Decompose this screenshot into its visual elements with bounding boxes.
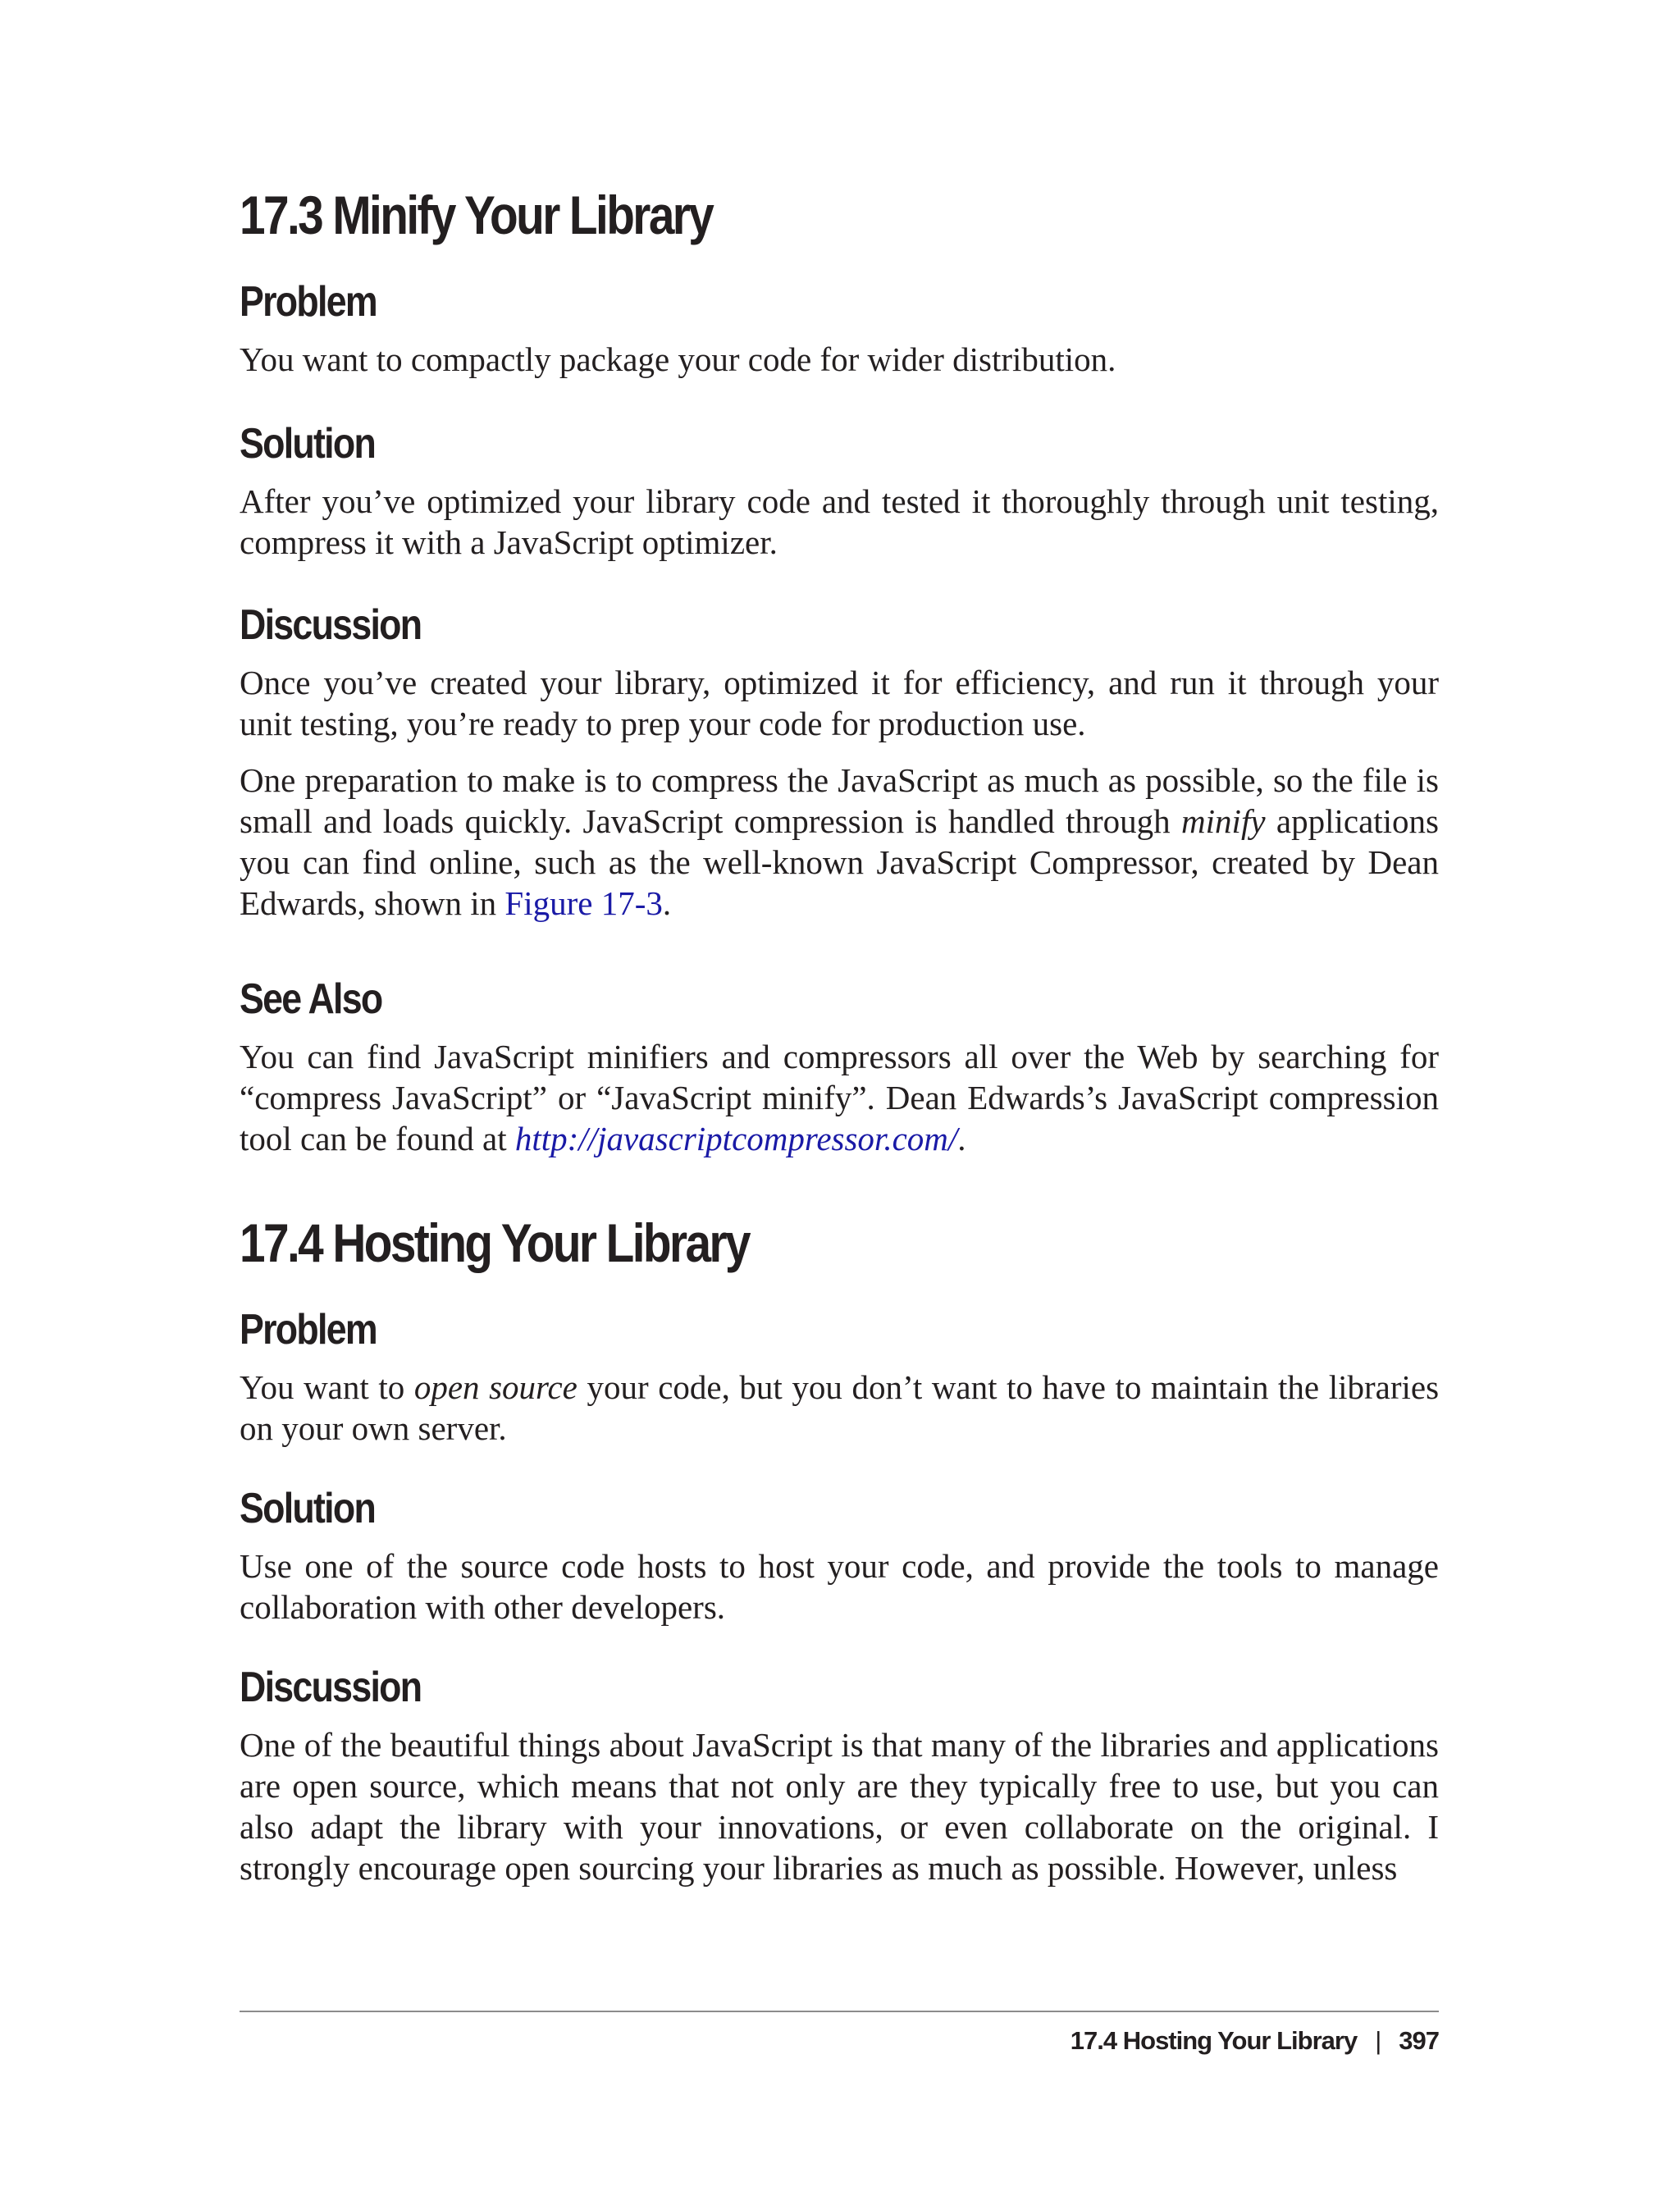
discussion-paragraph bbox=[240, 760, 1439, 924]
text-run: . bbox=[662, 884, 672, 922]
discussion-heading: Discussion bbox=[240, 601, 422, 649]
footer-separator: | bbox=[1375, 2026, 1381, 2055]
text-run: You want to bbox=[240, 1368, 414, 1406]
running-footer bbox=[240, 2023, 1439, 2059]
page-number: 397 bbox=[1399, 2026, 1439, 2055]
discussion-paragraph: One of the beautiful things about JavaScript is that many of the libraries and applications are open source, which means that not only are they typically free to use, but you can also adapt the library with your innovations, or even collaborate on the original. I strongly encourage open sourcing your libraries as much as possible. However, unless bbox=[240, 1726, 1439, 1887]
problem-heading: Problem bbox=[240, 1306, 377, 1354]
text-run: You can find JavaScript minifiers and compressors all over the Web by searching for “compress JavaScript” or “JavaScript minify”. Dean Edwards’s JavaScript compression tool can be found at bbox=[240, 1038, 1439, 1157]
text-run: . bbox=[957, 1120, 966, 1157]
text-run: One preparation to make is to compress the JavaScript as much as possible, so the file is small and loads quickly. JavaScript compression is handled through bbox=[240, 761, 1439, 840]
discussion-paragraph: Once you’ve created your library, optimized it for efficiency, and run it through your unit testing, you’re ready to prep your code for production use. bbox=[240, 664, 1439, 742]
section-title-17-4: 17.4 Hosting Your Library bbox=[240, 1212, 750, 1273]
emphasis-text: minify bbox=[1181, 802, 1266, 840]
compressor-url-link[interactable]: http://javascriptcompressor.com/ bbox=[514, 1120, 958, 1157]
figure-link[interactable]: Figure 17-3 bbox=[504, 884, 663, 922]
solution-heading: Solution bbox=[240, 420, 376, 468]
page-content bbox=[240, 182, 1439, 1888]
solution-text: Use one of the source code hosts to host your code, and provide the tools to manage collaboration with other developers. bbox=[240, 1547, 1439, 1626]
text-run: applications you can find online, such as the well-known JavaScript Compressor, created by Dean Edwards, shown in bbox=[240, 802, 1439, 922]
see-also-paragraph bbox=[240, 1036, 1439, 1159]
section-title-17-3: 17.3 Minify Your Library bbox=[240, 185, 713, 245]
problem-heading: Problem bbox=[240, 278, 377, 326]
footer-section-title: 17.4 Hosting Your Library bbox=[1070, 2026, 1358, 2055]
solution-heading: Solution bbox=[240, 1485, 376, 1532]
problem-text: You want to compactly package your code for wider distribution. bbox=[240, 340, 1116, 378]
problem-text bbox=[240, 1367, 1439, 1449]
solution-text: After you’ve optimized your library code and tested it thoroughly through unit testing, compress it with a JavaScript optimizer. bbox=[240, 482, 1439, 561]
see-also-heading: See Also bbox=[240, 975, 382, 1023]
footer-divider bbox=[240, 2011, 1439, 2012]
text-run: your code, but you don’t want to have to maintain the libraries on your own server. bbox=[240, 1368, 1440, 1447]
discussion-heading: Discussion bbox=[240, 1664, 422, 1711]
emphasis-text: open source bbox=[413, 1368, 578, 1406]
